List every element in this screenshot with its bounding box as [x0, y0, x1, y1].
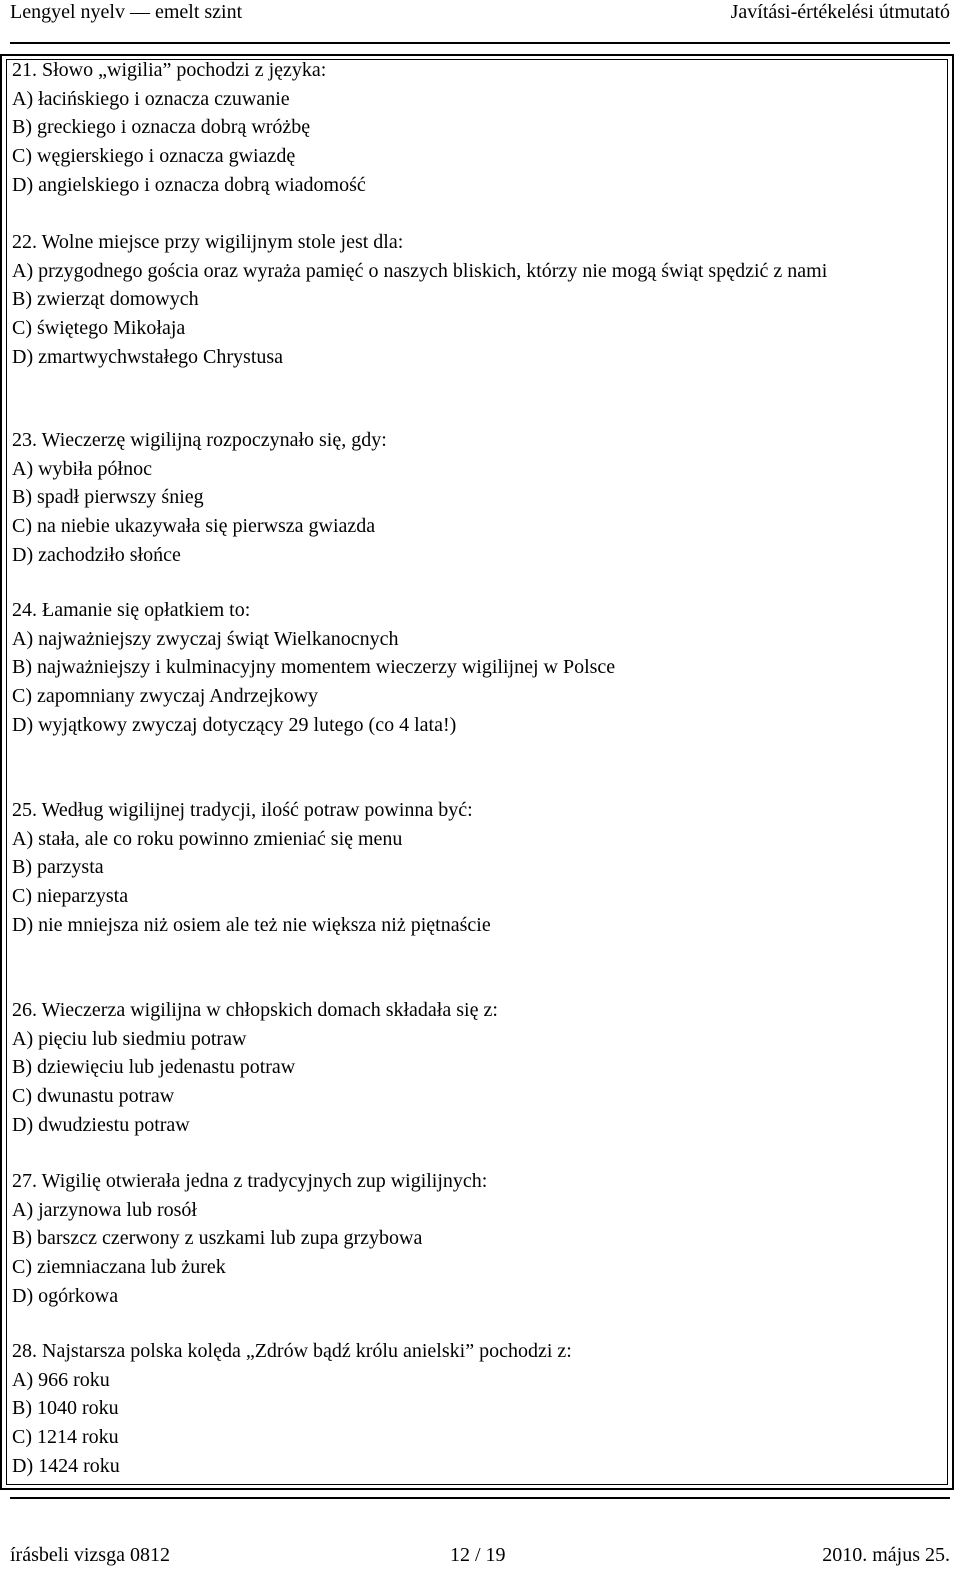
answer-option: D) dwudziestu potraw: [12, 1113, 190, 1136]
footer-exam-code: írásbeli vizsga 0812: [10, 1544, 170, 1566]
header-guide-title: Javítási-értékelési útmutató: [730, 1, 950, 23]
answer-option: B) 1040 roku: [12, 1397, 119, 1420]
answer-option: C) 1214 roku: [12, 1426, 119, 1449]
answer-option: D) zachodziło słońce: [12, 543, 181, 566]
footer-date: 2010. május 25.: [822, 1544, 950, 1566]
question-26: [12, 996, 498, 1140]
answer-option: C) na niebie ukazywała się pierwsza gwiazda: [12, 515, 376, 538]
question-stem: 21. Słowo „wigilia” pochodzi z języka:: [12, 59, 327, 81]
answer-option: C) dwunastu potraw: [12, 1085, 175, 1108]
answer-option: A) łacińskiego i oznacza czuwanie: [12, 87, 290, 110]
answer-option: A) przygodnego gościa oraz wyraża pamięć o naszych bliskich, którzy nie mogą świąt spędzić z nami: [12, 259, 828, 282]
answer-option: A) 966 roku: [12, 1368, 110, 1391]
question-25: [12, 796, 491, 940]
question-stem: 27. Wigilię otwierała jedna z tradycyjnych zup wigilijnych:: [12, 1170, 488, 1192]
answer-option: C) ziemniaczana lub żurek: [12, 1256, 226, 1279]
answer-option: D) ogórkowa: [12, 1284, 119, 1307]
answer-option: C) świętego Mikołaja: [12, 317, 186, 340]
answer-option: A) jarzynowa lub rosół: [12, 1198, 197, 1221]
page-header: [10, 0, 950, 38]
question-stem: 23. Wieczerzę wigilijną rozpoczynało się, gdy:: [12, 429, 387, 451]
question-28: [12, 1337, 572, 1481]
footer-divider: [10, 1497, 950, 1499]
question-stem: 26. Wieczerza wigilijna w chłopskich domach składała się z:: [12, 999, 498, 1021]
question-21: [12, 56, 366, 200]
answer-option: B) spadł pierwszy śnieg: [12, 486, 204, 509]
answer-option: A) stała, ale co roku powinno zmieniać się menu: [12, 827, 403, 850]
question-24: [12, 596, 615, 740]
answer-option: A) pięciu lub siedmiu potraw: [12, 1027, 247, 1050]
question-stem: 24. Łamanie się opłatkiem to:: [12, 599, 251, 621]
question-27: [12, 1167, 487, 1311]
question-22: [12, 228, 892, 372]
question-23: [12, 426, 387, 570]
question-stem: 25. Według wigilijnej tradycji, ilość potraw powinna być:: [12, 799, 473, 821]
answer-option: D) zmartwychwstałego Chrystusa: [12, 345, 284, 368]
answer-option: B) najważniejszy i kulminacyjny momentem wieczerzy wigilijnej w Polsce: [12, 656, 616, 679]
question-stem: 22. Wolne miejsce przy wigilijnym stole jest dla:: [12, 231, 404, 253]
footer-page-number: 12 / 19: [450, 1544, 506, 1566]
answer-option: C) nieparzysta: [12, 885, 129, 908]
answer-option: B) zwierząt domowych: [12, 288, 199, 311]
answer-option: A) najważniejszy zwyczaj świąt Wielkanocnych: [12, 627, 399, 650]
answer-option: C) węgierskiego i oznacza gwiazdę: [12, 145, 296, 168]
question-stem: 28. Najstarsza polska kolęda „Zdrów bądź królu anielski” pochodzi z:: [12, 1340, 572, 1362]
header-subject: Lengyel nyelv — emelt szint: [10, 1, 243, 23]
answer-option: B) parzysta: [12, 856, 104, 879]
answer-option: C) zapomniany zwyczaj Andrzejkowy: [12, 685, 319, 708]
header-divider: [10, 42, 950, 44]
answer-option: B) barszcz czerwony z uszkami lub zupa grzybowa: [12, 1227, 423, 1250]
answer-option: B) dziewięciu lub jedenastu potraw: [12, 1056, 296, 1079]
answer-option: D) nie mniejsza niż osiem ale też nie większa niż piętnaście: [12, 913, 491, 936]
answer-option: D) angielskiego i oznacza dobrą wiadomość: [12, 173, 366, 196]
answer-option: D) wyjątkowy zwyczaj dotyczący 29 lutego (co 4 lata!): [12, 713, 457, 736]
answer-option: A) wybiła północ: [12, 457, 152, 480]
answer-option: D) 1424 roku: [12, 1454, 120, 1477]
answer-option: B) greckiego i oznacza dobrą wróżbę: [12, 116, 311, 139]
